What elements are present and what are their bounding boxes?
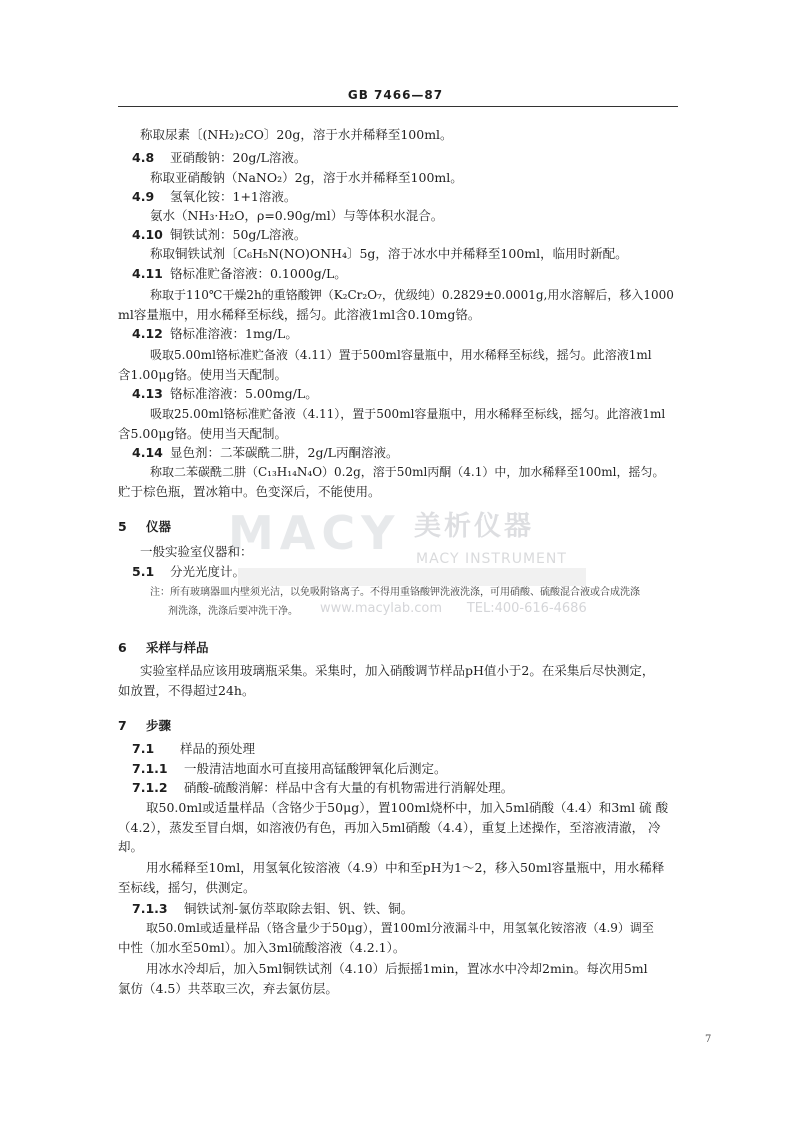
header-rule (118, 106, 678, 107)
text-line: 称取尿素〔(NH₂)₂CO〕20g，溶于水并稀释至100ml。 (140, 127, 453, 142)
text-line: 如放置，不得超过24h。 (118, 683, 255, 698)
text-line: 用水稀释至10ml，用氢氧化铵溶液（4.9）中和至pH为1～2，移入50ml容量瓶中，用水稀释 (146, 860, 665, 875)
clause-7-1-2 (132, 780, 513, 796)
clause-number: 7.1.3 (132, 901, 168, 916)
note-line: 注：所有玻璃器皿内壁须光洁，以免吸附铬离子。不得用重铬酸钾洗液洗涤，可用硝酸、硫酸混合液或合成洗涤 (150, 587, 640, 598)
text-line: 取50.0ml或适量样品（铬含量少于50μg），置100ml分液漏斗中，用氢氧化铵溶液（4.9）调至 (146, 921, 654, 935)
clause-4-10 (132, 227, 306, 243)
text-line: 含1.00μg铬。使用当天配制。 (118, 367, 287, 382)
clause-7-1-3 (132, 901, 413, 917)
clause-number: 7.1.1 (132, 761, 168, 776)
text-line: 称取亚硝酸钠（NaNO₂）2g，溶于水并稀释至100ml。 (150, 170, 463, 185)
section-title: 采样与样品 (146, 640, 209, 655)
clause-text: 铬标准贮备溶液：0.1000g/L。 (170, 266, 347, 281)
watermark-contact (320, 601, 587, 616)
note-line: 剂洗涤，洗涤后要冲洗干净。 (168, 606, 298, 617)
clause-4-9 (132, 189, 296, 205)
watermark-band (238, 568, 586, 586)
clause-text: 分光光度计。 (170, 564, 246, 579)
clause-4-14 (132, 445, 398, 461)
text-line: 用冰水冷却后，加入5ml铜铁试剂（4.10）后振摇1min，置冰水中冷却2min。每次用5ml (146, 961, 648, 976)
clause-5-1 (132, 564, 245, 580)
clause-text: 铬标准溶液：5.00mg/L。 (170, 386, 318, 401)
clause-number: 7.1.2 (132, 780, 168, 795)
clause-number: 4.13 (132, 386, 163, 401)
text-line: 称取于110℃干燥2h的重铬酸钾（K₂Cr₂O₇，优级纯）0.2829±0.0001g,用水溶解后，移入1000 (150, 288, 674, 302)
section-number: 5 (118, 519, 127, 534)
clause-4-11 (132, 266, 347, 282)
clause-number: 4.10 (132, 227, 163, 242)
clause-text: 铜铁试剂-氯仿萃取除去钼、钒、铁、铜。 (184, 901, 414, 916)
text-line: 实验室样品应该用玻璃瓶采集。采集时，加入硝酸调节样品pH值小于2。在采集后尽快测定， (140, 663, 655, 678)
text-line: 氨水（NH₃·H₂O，ρ=0.90g/ml）与等体积水混合。 (150, 208, 444, 223)
clause-text: 氢氧化铵：1+1溶液。 (170, 189, 297, 204)
text-line: 称取二苯碳酰二肼（C₁₃H₁₄N₄O）0.2g，溶于50ml丙酮（4.1）中，加水稀释至100ml，摇匀。 (150, 465, 665, 479)
clause-text: 样品的预处理 (180, 741, 256, 756)
text-line: 贮于棕色瓶，置冰箱中。色变深后，不能使用。 (118, 484, 381, 499)
text-line: 却。 (118, 839, 144, 854)
section-title: 仪器 (146, 519, 172, 534)
text-line: 称取铜铁试剂〔C₆H₅N(NO)ONH₄〕5g，溶于冰水中并稀释至100ml，临用时新配。 (150, 246, 628, 261)
section-title: 步骤 (146, 718, 172, 733)
clause-text: 亚硝酸钠：20g/L溶液。 (170, 150, 307, 165)
text-line: 含5.00μg铬。使用当天配制。 (118, 426, 287, 441)
watermark-tel: TEL:400-616-4686 (466, 601, 587, 616)
clause-text: 硝酸-硫酸消解：样品中含有大量的有机物需进行消解处理。 (184, 780, 514, 795)
text-line: ml容量瓶中，用水稀释至标线，摇匀。此溶液1ml含0.10mg铬。 (118, 307, 481, 322)
text-line: （4.2），蒸发至冒白烟，如溶液仍有色，再加入5ml硝酸（4.4），重复上述操作，至溶液清澈， 冷 (118, 820, 661, 835)
section-6-heading (118, 640, 209, 656)
text-line: 氯仿（4.5）共萃取三次，弃去氯仿层。 (118, 981, 338, 996)
page-number: 7 (705, 1034, 712, 1045)
section-number: 7 (118, 718, 127, 733)
clause-4-12 (132, 326, 298, 342)
clause-number: 4.14 (132, 445, 163, 460)
clause-text: 显色剂：二苯碳酰二肼，2g/L丙酮溶液。 (170, 445, 399, 460)
section-number: 6 (118, 640, 127, 655)
section-5-heading (118, 519, 171, 535)
watermark-company-cn: 美析仪器 (414, 511, 534, 542)
clause-number: 4.12 (132, 326, 163, 341)
text-line: 吸取25.00ml铬标准贮备液（4.11），置于500ml容量瓶中，用水稀释至标线，摇匀。此溶液1ml (150, 407, 666, 421)
text-line: 至标线，摇匀，供测定。 (118, 880, 256, 895)
clause-text: 铜铁试剂：50g/L溶液。 (170, 227, 307, 242)
clause-number: 7.1 (132, 741, 155, 756)
text-line: 一般实验室仪器和： (140, 544, 253, 559)
section-7-heading (118, 718, 171, 734)
standard-code-header: GB 7466—87 (347, 88, 444, 102)
clause-number: 4.8 (132, 150, 155, 165)
clause-number: 5.1 (132, 564, 155, 579)
watermark-website: www.macylab.com (320, 601, 443, 616)
clause-7-1 (132, 741, 255, 757)
clause-text: 一般清洁地面水可直接用高锰酸钾氧化后测定。 (184, 761, 447, 776)
clause-number: 4.9 (132, 189, 155, 204)
text-line: 中性（加水至50ml）。加入3ml硫酸溶液（4.2.1）。 (118, 940, 406, 955)
watermark-company-en: MACY INSTRUMENT (416, 551, 567, 567)
clause-4-13 (132, 386, 318, 402)
text-line: 取50.0ml或适量样品（含铬少于50μg），置100ml烧杯中，加入5ml硝酸（4.4）和3ml 硫 酸 (146, 800, 669, 815)
text-line: 吸取5.00ml铬标准贮备液（4.11）置于500ml容量瓶中，用水稀释至标线，摇匀。此溶液1ml (150, 348, 652, 362)
clause-number: 4.11 (132, 266, 163, 281)
clause-7-1-1 (132, 761, 447, 777)
clause-text: 铬标准溶液：1mg/L。 (170, 326, 298, 341)
watermark-logo: MACY (228, 506, 401, 560)
clause-4-8 (132, 150, 306, 166)
